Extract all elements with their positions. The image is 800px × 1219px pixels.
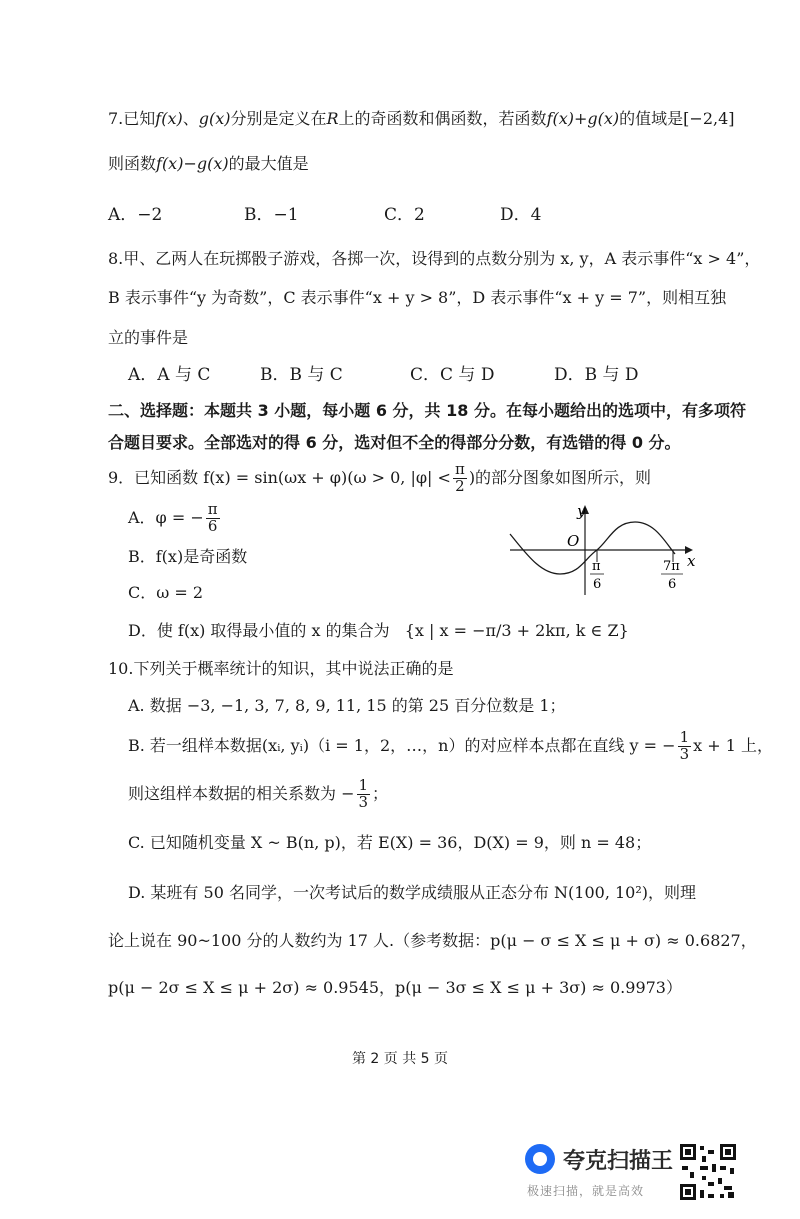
tick2-den: 6 bbox=[668, 577, 677, 592]
page-number: 第 2 页 共 5 页 bbox=[351, 1051, 449, 1067]
q9-option-a bbox=[128, 502, 222, 535]
q10-option-c: C. 已知随机变量 X ~ B(n, p)，若 E(X) = 36，D(X) = 9，则 n = 48； bbox=[128, 833, 652, 852]
pi-over-6 bbox=[206, 502, 220, 535]
q9-opt-text: D．使 f(x) 取得最小值的 x 的集合为 bbox=[128, 621, 390, 640]
frac-den: 2 bbox=[455, 476, 465, 495]
scanner-title: 夸克扫描王 bbox=[563, 1149, 674, 1174]
q7-text: 则函数 bbox=[108, 154, 157, 173]
q9-opt-text: A．φ = − bbox=[128, 507, 204, 527]
q7-text: 分别是定义在 bbox=[230, 109, 327, 128]
section2-heading-line1: 二、选择题：本题共 3 小题，每小题 6 分，共 18 分。在每小题给出的选项中，有多项符 bbox=[108, 401, 746, 420]
qr-code-icon bbox=[678, 1142, 738, 1202]
scanner-subtitle: 极速扫描，就是高效 bbox=[527, 1184, 645, 1198]
one-third bbox=[678, 730, 692, 763]
q10-opt-text: x + 1 上， bbox=[693, 735, 773, 755]
scanner-watermark bbox=[525, 1140, 675, 1200]
set-R: R bbox=[326, 109, 339, 128]
frac-den: 6 bbox=[207, 516, 218, 535]
frac-num: 1 bbox=[358, 776, 369, 794]
q10-option-b-line2 bbox=[128, 778, 388, 811]
origin-label: O bbox=[567, 532, 580, 550]
q10-opt-text: 则这组样本数据的相关系数为 − bbox=[128, 783, 355, 803]
q10-option-d-line1: D. 某班有 50 名同学，一次考试后的数学成绩服从正态分布 N(100, 10²)，则理 bbox=[128, 883, 697, 902]
q10-stem: 10.下列关于概率统计的知识，其中说法正确的是 bbox=[108, 659, 454, 678]
q8-option-a: A．A 与 C bbox=[128, 365, 211, 385]
frac-num: 1 bbox=[679, 728, 690, 746]
q10-opt-text: B. 若一组样本数据(xᵢ, yᵢ)（i = 1，2，…，n）的对应样本点都在直线 y = − bbox=[128, 735, 676, 755]
tick1-den: 6 bbox=[593, 577, 602, 592]
q8-option-b: B．B 与 C bbox=[260, 365, 343, 385]
y-label: y bbox=[577, 502, 586, 520]
q7-text: 的最大值是 bbox=[228, 154, 309, 173]
q10-option-b-line1 bbox=[128, 730, 773, 763]
q10-option-d-line3: p(μ − 2σ ≤ X ≤ μ + 2σ) ≈ 0.9545，p(μ − 3σ ≤ X ≤ μ + 3σ) ≈ 0.9973） bbox=[108, 978, 682, 997]
range-expr: [−2,4] bbox=[683, 109, 735, 128]
scanner-logo-icon bbox=[525, 1144, 555, 1174]
q7-stem-line2 bbox=[108, 151, 309, 174]
q10-opt-text: ； bbox=[372, 783, 389, 803]
q8-option-c: C．C 与 D bbox=[410, 365, 495, 385]
frac-num: π bbox=[207, 500, 218, 518]
sum-expr: f(x)+g(x) bbox=[546, 109, 620, 128]
q8-option-d: D．B 与 D bbox=[554, 365, 639, 385]
q7-stem-line1 bbox=[108, 106, 735, 129]
q9-text: )的部分图象如图所示，则 bbox=[468, 467, 652, 487]
sine-graph bbox=[505, 500, 695, 600]
q7-text: 7.已知 bbox=[108, 109, 156, 128]
gx-expr: g(x) bbox=[198, 109, 231, 128]
q8-stem-line1: 8.甲、乙两人在玩掷骰子游戏，各掷一次，设得到的点数分别为 x, y，A 表示事件“x > 4”， bbox=[108, 249, 761, 268]
q7-option-b: B．−1 bbox=[244, 205, 299, 225]
q7-text: 的值域是 bbox=[619, 109, 684, 128]
x-label: x bbox=[687, 552, 695, 570]
fx-expr: f(x) bbox=[155, 109, 183, 128]
pi-over-2 bbox=[453, 462, 467, 495]
q7-option-c: C．2 bbox=[384, 205, 425, 225]
q10-option-d-line2: 论上说在 90~100 分的人数约为 17 人.（参考数据：p(μ − σ ≤ X ≤ μ + σ) ≈ 0.6827， bbox=[108, 931, 757, 950]
q7-text: 上的奇函数和偶函数，若函数 bbox=[338, 109, 547, 128]
diff-expr: f(x)−g(x) bbox=[156, 154, 229, 173]
frac-den: 3 bbox=[679, 744, 690, 763]
q9-option-c: C．ω = 2 bbox=[128, 583, 204, 602]
tick1-num: π bbox=[592, 559, 601, 574]
q9-option-d bbox=[128, 618, 629, 641]
q9-option-b: B．f(x)是奇函数 bbox=[128, 547, 248, 566]
tick2-num: 7π bbox=[663, 559, 680, 574]
one-third bbox=[357, 778, 371, 811]
q7-sep: 、 bbox=[182, 109, 199, 128]
q10-option-a: A. 数据 −3, −1, 3, 7, 8, 9, 11, 15 的第 25 百分位数是 1； bbox=[128, 696, 566, 715]
q7-option-a: A．−2 bbox=[108, 205, 163, 225]
q9-text: 9．已知函数 f(x) = sin(ωx + φ)(ω > 0, |φ| < bbox=[108, 467, 451, 487]
frac-den: 3 bbox=[358, 792, 369, 811]
frac-num: π bbox=[454, 460, 465, 478]
section2-heading-line2: 合题目要求。全部选对的得 6 分，选对但不全的得部分分数，有选错的得 0 分。 bbox=[108, 433, 681, 452]
q8-stem-line3: 立的事件是 bbox=[108, 328, 189, 347]
q7-option-d: D．4 bbox=[500, 205, 542, 225]
q9-stem bbox=[108, 462, 651, 495]
min-set-expr: {x | x = −π/3 + 2kπ, k ∈ Z} bbox=[404, 621, 629, 640]
q8-stem-line2: B 表示事件“y 为奇数”，C 表示事件“x + y > 8”，D 表示事件“x + y = 7”，则相互独 bbox=[108, 288, 727, 307]
